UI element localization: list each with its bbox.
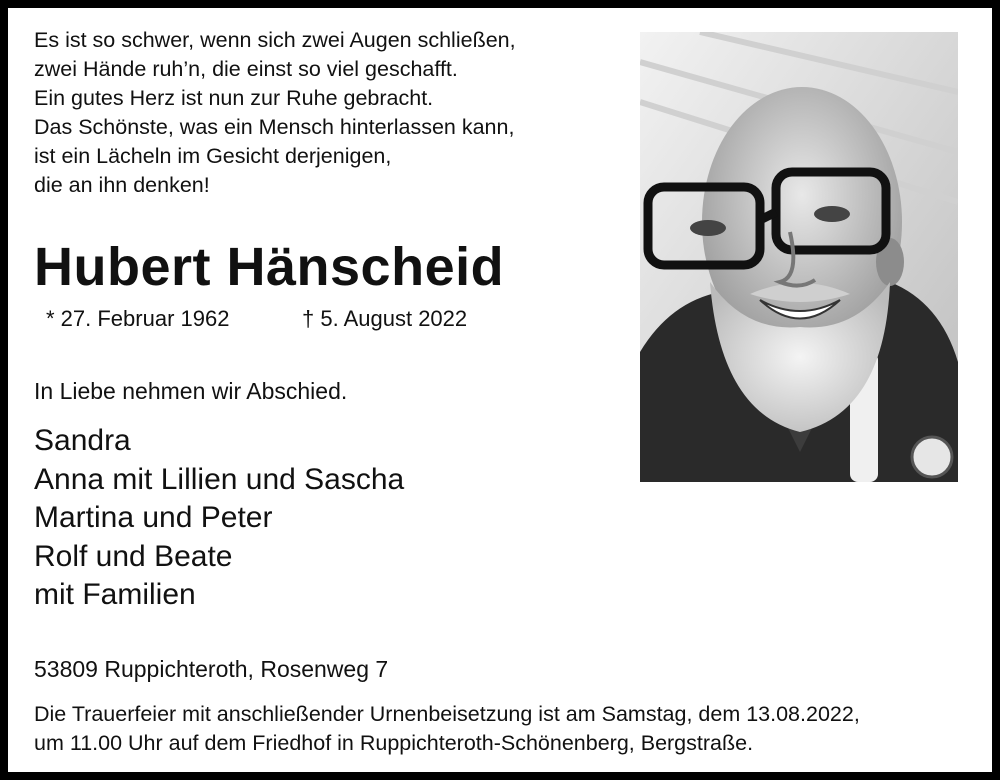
mourner-name: Rolf und Beate	[34, 539, 233, 573]
deceased-name: Hubert Hänscheid	[34, 237, 505, 297]
memorial-poem	[34, 26, 516, 200]
mourners-list	[34, 422, 404, 615]
poem-line: Es ist so schwer, wenn sich zwei Augen schließen,	[34, 28, 516, 52]
portrait-photo	[640, 32, 958, 482]
poem-line: Ein gutes Herz ist nun zur Ruhe gebracht.	[34, 86, 434, 110]
mourner-name: Anna mit Lillien und Sascha	[34, 462, 405, 496]
poem-line: Das Schönste, was ein Mensch hinterlassen kann,	[34, 115, 515, 139]
mourner-name: Martina und Peter	[34, 501, 273, 534]
service-line: Die Trauerfeier mit anschließender Urnenbeisetzung ist am Samstag, dem 13.08.2022,	[34, 702, 860, 726]
obituary-notice	[8, 8, 992, 772]
portrait-image	[640, 32, 958, 482]
mourner-name: mit Familien	[34, 578, 196, 611]
service-line: um 11.00 Uhr auf dem Friedhof in Ruppichteroth-Schönenberg, Bergstraße.	[34, 731, 754, 755]
birth-date: * 27. Februar 1962	[46, 306, 230, 331]
family-address: 53809 Ruppichteroth, Rosenweg 7	[34, 656, 389, 682]
funeral-service-info	[34, 700, 860, 758]
farewell-line: In Liebe nehmen wir Abschied.	[34, 378, 348, 404]
mourner-name: Sandra	[34, 424, 131, 457]
poem-line: zwei Hände ruh’n, die einst so viel geschafft.	[34, 57, 458, 81]
death-date: † 5. August 2022	[302, 306, 468, 331]
poem-line: die an ihn denken!	[34, 173, 210, 197]
poem-line: ist ein Lächeln im Gesicht derjenigen,	[34, 144, 392, 168]
